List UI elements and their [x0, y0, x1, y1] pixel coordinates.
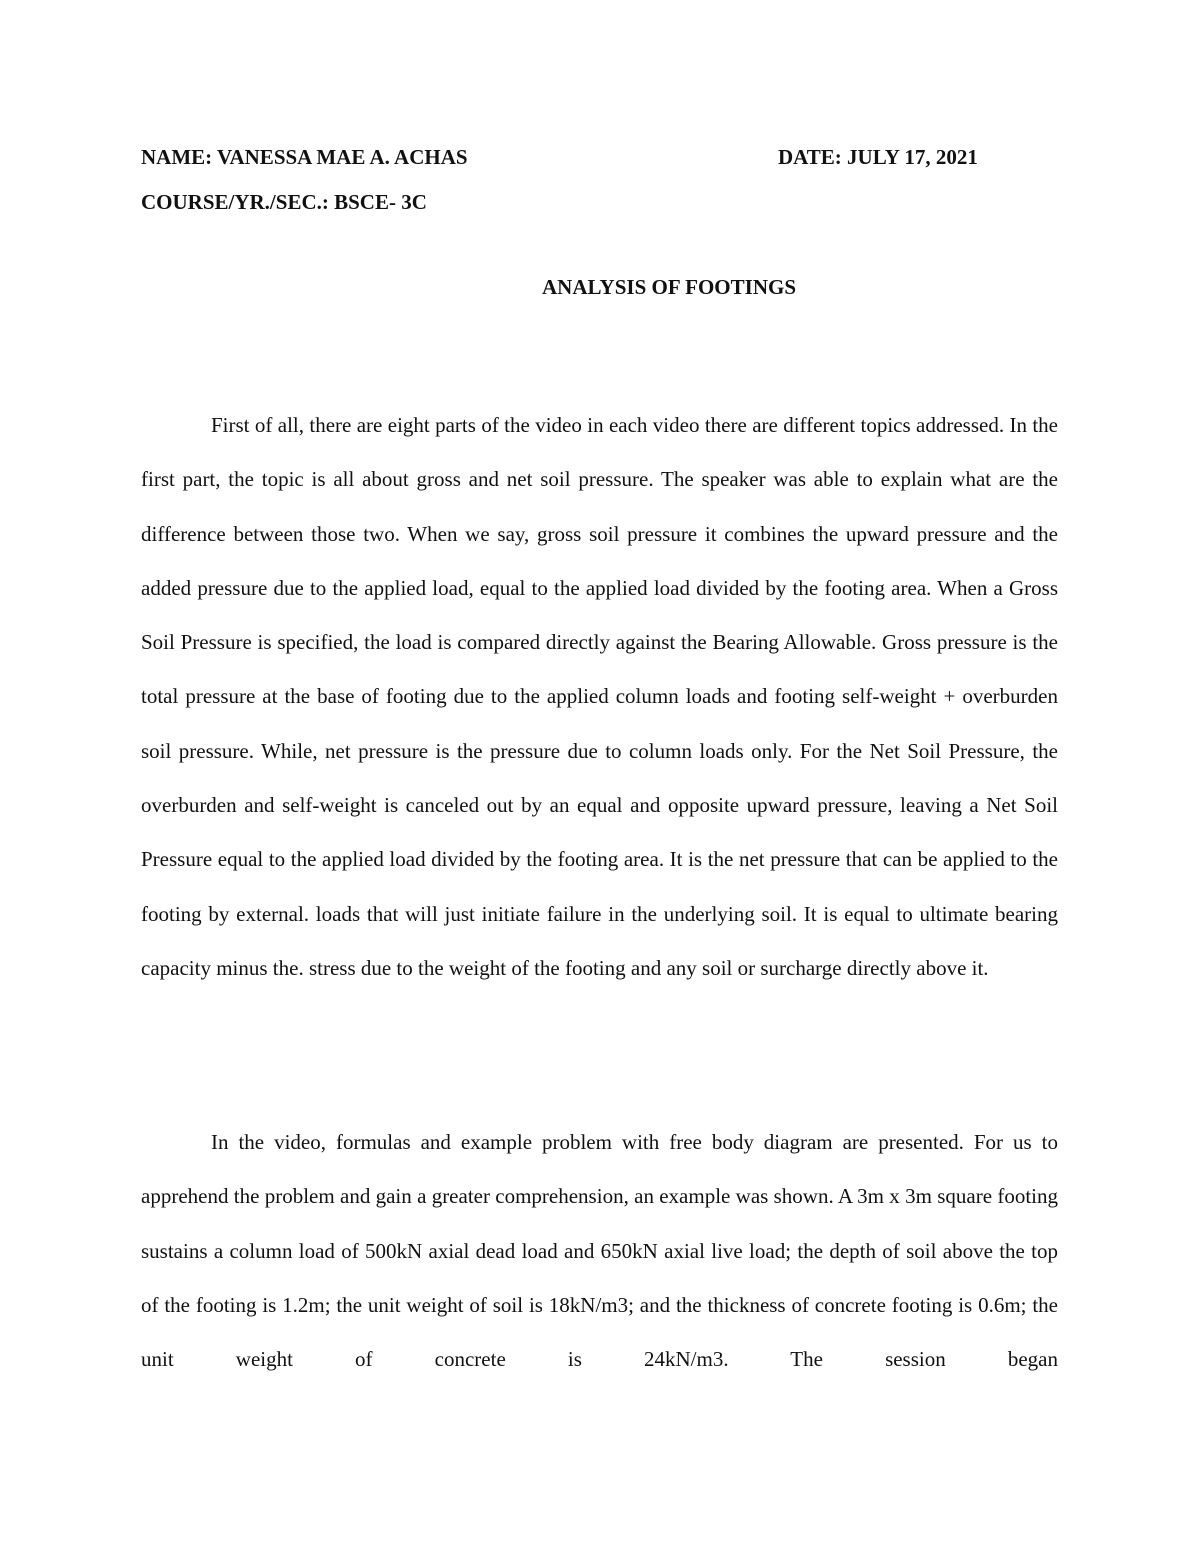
header-course-row	[141, 187, 1061, 217]
document-title: ANALYSIS OF FOOTINGS	[541, 275, 796, 299]
body-paragraph-1-block	[141, 398, 1058, 995]
body-paragraph: First of all, there are eight parts of the video in each video there are different topics addressed. In the first part, the topic is all about gross and net soil pressure. The speaker was able to explain what are the difference between those two. When we say, gross soil pressure it combines the upward pressure and the added pressure due to the applied load, equal to the applied load divided by the footing area. When a Gross Soil Pressure is specified, the load is compared directly against the Bearing Allowable. Gross pressure is the total pressure at the base of footing due to the applied column loads and footing self-weight + overburden soil pressure. While, net pressure is the pressure due to column loads only. For the Net Soil Pressure, the overburden and self-weight is canceled out by an equal and opposite upward pressure, leaving a Net Soil Pressure equal to the applied load divided by the footing area. It is the net pressure that can be applied to the footing by external. loads that will just initiate failure in the underlying soil. It is equal to ultimate bearing capacity minus the. stress due to the weight of the footing and any soil or surcharge directly above it.	[141, 413, 1058, 980]
header-name-date-row	[141, 142, 1061, 172]
body-paragraph: In the video, formulas and example problem with free body diagram are presented. For us to apprehend the problem and gain a greater comprehension, an example was shown. A 3m x 3m square footing sustains a column load of 500kN axial dead load and 650kN axial live load; the depth of soil above the top of the footing is 1.2m; the unit weight of soil is 18kN/m3; and the thickness of concrete footing is 0.6m; the unit weight of concrete is 24kN/m3. The session began	[141, 1130, 1058, 1372]
document-date: DATE: JULY 17, 2021	[778, 145, 978, 169]
body-paragraph-2-block	[141, 1115, 1058, 1386]
student-name: NAME: VANESSA MAE A. ACHAS	[141, 145, 468, 169]
course-section: COURSE/YR./SEC.: BSCE- 3C	[141, 190, 427, 214]
document-title-row	[0, 272, 1200, 302]
